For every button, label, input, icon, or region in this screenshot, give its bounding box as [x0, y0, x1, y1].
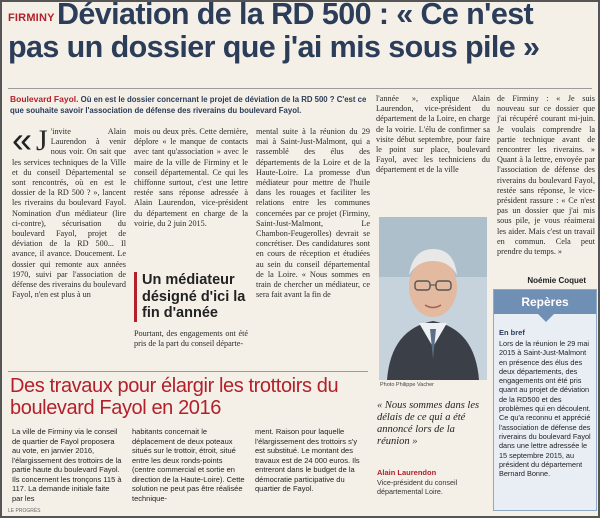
article-column-3: mental suite à la réunion du 29 mai à Saint-Just-Malmont, qui a rassemblé des élus des départements de la Loire et de la Haute-Loire. La promesse d'un médiateur pour mettre de l'huile dans les rouages et faciliter les relations entre les communes concernées par ce projet (Firminy, Saint-Just-Malmont, Le Chambon-Feugerolles) devrait se concrétiser. Des candidatures sont en cours de réception et étudiées au sein du conseil départemental de la Loire. « Nous sommes en train de chercher un médiateur, ce sera fait avant la fin de — [256, 127, 370, 300]
portrait-photo — [379, 217, 487, 380]
article-lead — [10, 94, 370, 116]
reperes-arrow-icon — [538, 314, 554, 322]
pull-quote: « Nous sommes dans les délais de ce qui a été annoncé lors de la réunion » — [377, 400, 480, 447]
article-column-4: l'année », explique Alain Laurendon, vice-président du département de la Loire, en charge de la voirie. L'élu de confirmer sa visite début septembre, pour faire le point sur place, boulevard Fayol, avec les techniciens du département et de la ville — [376, 94, 490, 175]
portrait-illustration-icon — [379, 217, 487, 380]
lead-location: Boulevard Fayol. — [10, 94, 79, 104]
reperes-sidebar — [493, 289, 597, 511]
reperes-label: En bref — [499, 328, 525, 337]
intertitle: Un médiateur désigné d'ici la fin d'année — [134, 272, 250, 322]
section-tag: FIRMINY — [8, 12, 55, 24]
author-signature: Noémie Coquet — [527, 276, 586, 285]
reperes-title: Repères — [494, 290, 596, 314]
pull-quote-role: Vice-président du conseil départemental Loire. — [377, 478, 458, 496]
lead-text: Où en est le dossier concernant le projet de déviation de la RD 500 ? C'est ce que souhaite savoir l'association de défense des riverains du boulevard Fayol. — [10, 95, 367, 115]
sub-article-rule — [8, 371, 368, 372]
sub-article-column-1: La ville de Firminy via le conseil de quartier de Fayol proposera au vote, en janvier 2016, l'élargissement des trottoirs de la partie haute du boulevard Fayol. Ils concernent les tronçons 115 à 117. La demande initiale faite par les — [12, 427, 122, 503]
article-column-5: de Firminy : « Je suis nouveau sur ce dossier que j'ai récupéré courant mi-juin. Je voulais comprendre la partie technique avant de rencontrer les riverains. » Quant à la lettre, envoyée par l'association de défense des riverains du boulevard Fayol, restée sans réponse, le vice-président rassure : « Ce n'est pas un dossier que j'ai mis sous pile, je vous réaimerai les aider. Mais c'est un travail en commun. Cela peut prendre du temps. » — [497, 94, 595, 257]
article-column-2: mois ou deux près. Cette dernière, déplore « le manque de contacts avec tant qu'association » avec le maire de la ville de Firminy et le conseil départemental. Ce qui les chiffonne surtout, c'est une lettre restée sans réponse adressée à Alain Laurendon, vice-président du département en charge de la voirie, du 2 juin 2015. — [134, 127, 248, 228]
reperes-text: Lors de la réunion le 29 mai 2015 à Saint-Just-Malmont en présence des élus des deux départements, des engagements ont été pris quant au projet de déviation de la RD500 et des problèmes qui en découlent. Ce qu'a reconnu et apprécié l'association de défense des riverains du boulevard Fayol dans une lettre adressée le 15 septembre 2015, au président du département Bernard Bonne. — [499, 339, 591, 479]
sub-article-column-3: ment. Raison pour laquelle l'élargissement des trottoirs s'y est substitué. Le montant des travaux est de 24 000 euros. Ils entreront dans le budget de la démocratie participative du quartier de Fayol. — [255, 427, 360, 493]
photo-credit: Photo Philippe Vacher — [380, 382, 435, 388]
drop-cap: J — [36, 124, 48, 157]
article-column-1 — [12, 119, 126, 300]
headline-line-2: pas un dossier que j'ai mis sous pile » — [8, 30, 540, 64]
headline-rule — [8, 88, 592, 89]
page-footer: LE PROGRÈS — [8, 508, 41, 514]
sub-article-column-2: habitants concernait le déplacement de deux poteaux situés sur le trottoir, étroit, situé entre les deux ronds-points (centre commercial et sortie en direction de la Haute-Loire). Cette solution ne peut pas être réalisée technique- — [132, 427, 245, 503]
article-column-2-continued: Pourtant, des engagements ont été pris de la part du conseil départe- — [134, 329, 248, 349]
headline-line-1: Déviation de la RD 500 : « Ce n'est — [57, 0, 534, 31]
pull-quote-name: Alain Laurendon — [377, 468, 437, 477]
opening-quote-icon: « — [12, 119, 33, 160]
sub-article-headline: Des travaux pour élargir les trottoirs du boulevard Fayol en 2016 — [10, 375, 339, 419]
column-1-text: 'invite Alain Laurendon à venir nous voir. On sait que les services techniques de la Ville et du conseil Départemental se sont rencontrés, où en est le dossier de la RD 500 ? », lancent les riverains du boulevard Fayol. Nomination d'un médiateur (lire ci-contre), sécurisation du boulevard Fayol, projet de déviation de la RD 500... Il avance, il avance. Doucement. Le dossier qui remonte aux années 1970, suivi par l'association de défense des riverains du boulevard Fayol, n'en est plus à un — [12, 127, 126, 300]
